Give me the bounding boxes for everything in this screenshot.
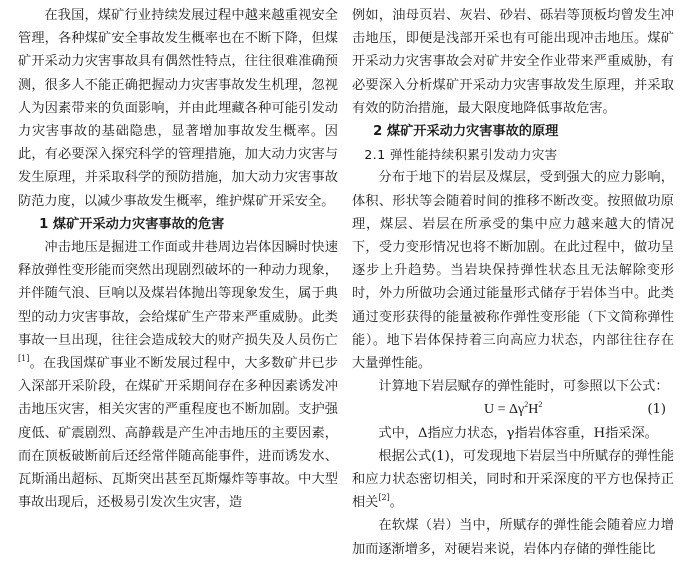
elastic-energy-paragraph: 分布于地下的岩层及煤层，受到强大的应力影响，体积、形状等会随着时间的推移不断改变。按照做功原理，煤层、岩层在所承受的集中应力越来越大的情况下，受力变形情况也将不断加剧。在此过程中，做功呈逐步上升趋势。当岩块保持弹性状态且无法解除变形时，外力所做功会通过能量形式储存于岩体当中。此类通过变形获得的能量被称作弹性变形能（下文简称弹性能）。地下岩体保持着三向高应力状态，内部往往存在大量弹性能。 xyxy=(352,170,674,372)
equation-1: $U = \Delta\gamma^2H^2$ xyxy=(484,400,543,418)
equation-number: (1) xyxy=(647,402,666,418)
equation-row xyxy=(352,398,674,421)
section-1-text: 冲击地压是掘进工作面或井巷周边岩体因瞬时快速释放弹性变形能而突然出现剧烈破坏的一种动力现象，并伴随气浪、巨响以及煤岩体抛出等现象发生，属于典型的动力灾害事故，会给煤矿生产带来严重威胁。此类事故一旦出现，往往会造成较大的财产损失及人员伤亡 xyxy=(18,240,338,348)
formula-analysis-text: 根据公式(1)，可发现地下岩层当中所赋存的弹性能和应力状态密切相关，同时和开采深度的平方也保持正相关 xyxy=(352,448,675,511)
section-1-heading: 1 煤矿开采动力灾害事故的危害 xyxy=(39,216,225,232)
citation-2[interactable]: [2] xyxy=(378,493,390,503)
formula-intro: 计算地下岩层赋存的弹性能时，可参照以下公式： xyxy=(378,379,669,395)
right-column xyxy=(352,4,674,561)
continued-paragraph: 例如，油母页岩、灰岩、砂岩、砾岩等顶板均曾发生冲击地压，即便是浅部开采也有可能出现冲击地压。煤矿开采动力灾害事故会对矿井安全作业带来严重威胁，有必要深入分析煤矿开采动力灾害事故发生原理，并采取有效的防治措施，最大限度地降低事故危害。 xyxy=(352,8,674,116)
section-1-text-tail: 。在我国煤矿事业不断发展过程中，大多数矿井已步入深部开采阶段，在煤矿开采期间存在多种因素诱发冲击地压灾害，相关灾害的严重程度也不断加剧。支护强度低、矿震剧烈、高静载是产生冲击地压的主要因素，而在顶板破断前后还经常伴随高能事件，进而诱发水、瓦斯涌出超标、瓦斯突出甚至瓦斯爆炸等事故。中大型事故出现后，还极易引发次生灾害，造 xyxy=(18,356,338,511)
section-2-1-heading: 2.1 弹性能持续积累引发动力灾害 xyxy=(364,147,558,163)
citation-1[interactable]: [1] xyxy=(18,354,30,364)
section-1-paragraph xyxy=(18,236,338,514)
formula-analysis-paragraph xyxy=(352,445,674,515)
formula-analysis-tail: 。 xyxy=(389,495,403,511)
section-2-heading: 2 煤矿开采动力灾害事故的原理 xyxy=(373,124,559,140)
equation-variables: 式中，Δ指应力状态，γ指岩体容重，H指采深。 xyxy=(378,425,658,441)
intro-paragraph: 在我国，煤矿行业持续发展过程中越来越重视安全管理，各种煤矿安全事故发生概率也在不断下降，但煤矿开采动力灾害事故具有偶然性特点，往往很难准确预测，很多人不能正确把握动力灾害事故发生机理，忽视人为因素带来的负面影响，并由此埋藏各种可能引发动力灾害事故的基础隐患，显著增加事故发生概率。因此，有必要深入探究科学的管理措施，加大动力灾害与发生原理，并采取科学的预防措施，加大动力灾害事故防范力度，以减少事故发生概率，维护煤矿开采安全。 xyxy=(18,8,338,209)
soft-coal-paragraph: 在软煤（岩）当中，所赋存的弹性能会随着应力增加而逐渐增多，对硬岩来说，岩体内存储的弹性能比 xyxy=(352,518,674,557)
left-column xyxy=(18,4,338,514)
